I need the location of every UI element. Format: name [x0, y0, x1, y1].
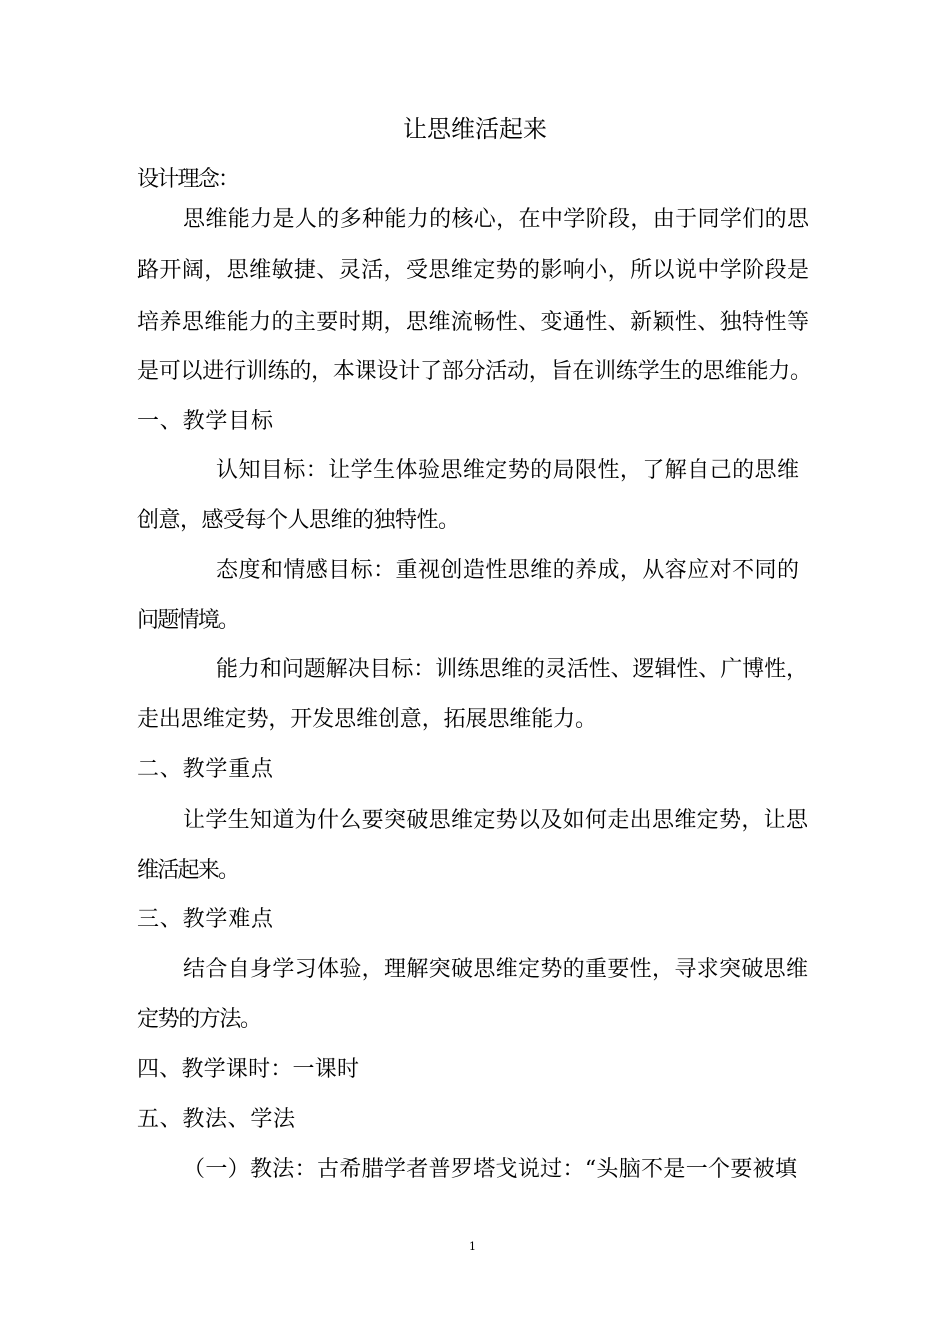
section-heading: 二、教学重点 [137, 757, 274, 782]
text-line: 定势的方法。 [137, 1007, 261, 1032]
page-number: 1 [469, 1240, 476, 1253]
text-line: 路开阔，思维敏捷、灵活，受思维定势的影响小，所以说中学阶段是 [137, 258, 810, 283]
text-line: 能力和问题解决目标：训练思维的灵活性、逻辑性、广博性， [216, 657, 808, 682]
text-line: 培养思维能力的主要时期，思维流畅性、变通性、新颖性、独特性等 [137, 310, 810, 335]
text-line: 走出思维定势，开发思维创意，拓展思维能力。 [137, 707, 597, 732]
text-line: 维活起来。 [137, 858, 239, 883]
section-heading: 五、教法、学法 [137, 1107, 296, 1132]
text-line: 设计理念： [137, 167, 239, 192]
section-heading: 四、教学课时：一课时 [137, 1057, 360, 1082]
section-heading: 一、教学目标 [137, 409, 274, 434]
text-line: 思维能力是人的多种能力的核心，在中学阶段，由于同学们的思 [183, 207, 810, 232]
text-line: 结合自身学习体验，理解突破思维定势的重要性，寻求突破思维 [183, 957, 809, 982]
text-line: 态度和情感目标：重视创造性思维的养成，从容应对不同的 [216, 558, 800, 583]
section-heading: 三、教学难点 [137, 907, 274, 932]
text-line: 让学生知道为什么要突破思维定势以及如何走出思维定势，让思 [183, 808, 809, 833]
text-line: 问题情境。 [137, 608, 239, 633]
text-line: 是可以进行训练的，本课设计了部分活动，旨在训练学生的思维能力。 [137, 359, 812, 384]
text-line: 认知目标：让学生体验思维定势的局限性，了解自己的思维 [216, 458, 800, 483]
document-title: 让思维活起来 [403, 115, 547, 143]
text-line: （一）教法：古希腊学者普罗塔戈说过：“头脑不是一个要被填 [183, 1157, 798, 1182]
text-line: 创意，感受每个人思维的独特性。 [137, 508, 460, 533]
